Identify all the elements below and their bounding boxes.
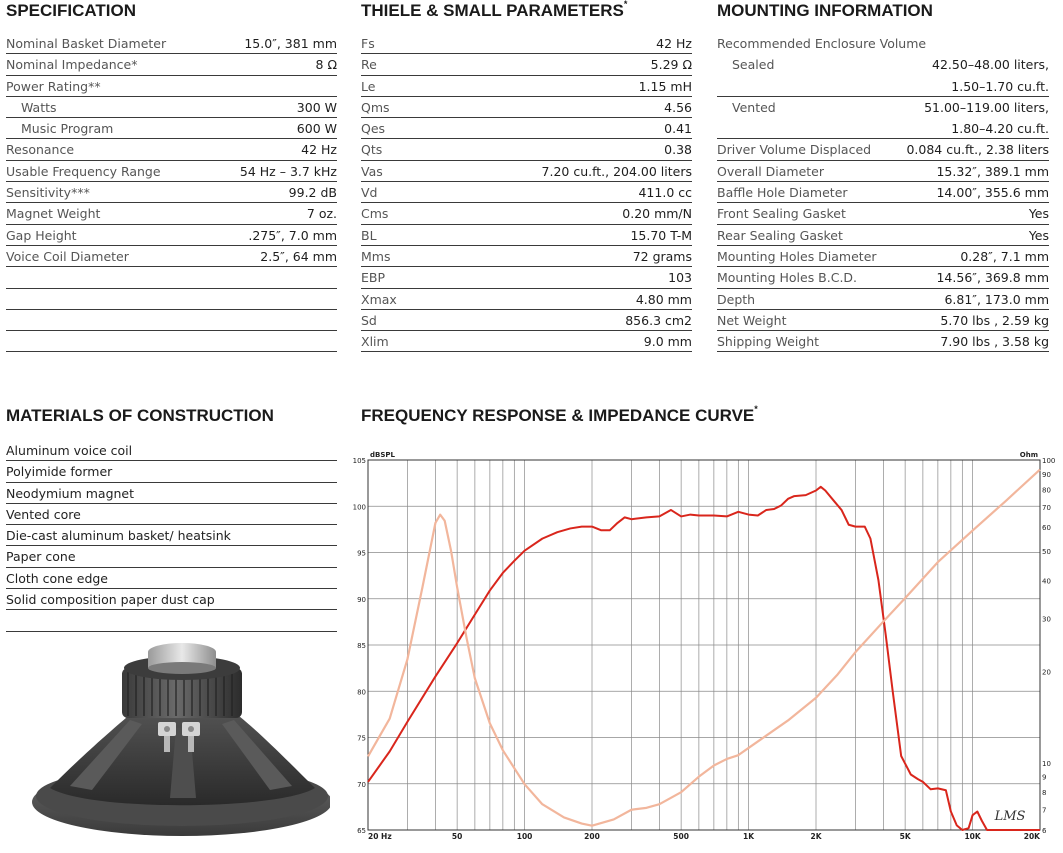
mounting-row — [717, 289, 1049, 310]
spec-row — [6, 33, 337, 54]
ts-label: Xmax — [361, 291, 397, 307]
mounting-label: Shipping Weight — [717, 334, 820, 350]
x-tick-label: 10K — [964, 832, 981, 841]
x-tick-label: 2K — [810, 832, 822, 841]
mounting-row — [717, 246, 1049, 267]
material-item — [6, 568, 337, 589]
spec-row — [6, 331, 337, 352]
spec-value: .275″, 7.0 mm — [248, 227, 337, 243]
material-label: Neodymium magnet — [6, 485, 135, 501]
x-tick-label: 200 — [584, 832, 600, 841]
material-item — [6, 461, 337, 482]
spec-row — [6, 76, 337, 97]
spec-row — [6, 182, 337, 203]
mounting-value: 7.90 lbs , 3.58 kg — [940, 334, 1049, 350]
thiele-small-table — [361, 33, 692, 352]
mounting-row — [717, 118, 1049, 139]
y2-tick-label: 90 — [1042, 470, 1051, 479]
ts-value: 856.3 cm2 — [625, 312, 692, 328]
mounting-label: Rear Sealing Gasket — [717, 227, 843, 243]
mounting-value: Yes — [1028, 227, 1049, 243]
mounting-value: 6.81″, 173.0 mm — [944, 291, 1049, 307]
spec-value: 600 W — [296, 121, 337, 137]
material-label: Solid composition paper dust cap — [6, 592, 215, 608]
spec-label: Power Rating** — [6, 78, 101, 94]
spec-row — [6, 97, 337, 118]
x-tick-label: 50 — [451, 832, 463, 841]
ts-label: Vd — [361, 185, 378, 201]
impedance-curve — [368, 470, 1040, 826]
spec-value: 15.0″, 381 mm — [244, 36, 337, 51]
mounting-row — [717, 310, 1049, 331]
ts-row — [361, 33, 692, 54]
mounting-label: Depth — [717, 291, 756, 307]
y2-tick-label: 8 — [1042, 789, 1047, 798]
y-tick-label: 65 — [357, 827, 366, 835]
y2-tick-label: 50 — [1042, 548, 1051, 557]
mounting-row — [717, 161, 1049, 182]
ts-row — [361, 54, 692, 75]
material-item — [6, 525, 337, 546]
ts-value: 42 Hz — [656, 36, 692, 51]
mounting-label: Driver Volume Displaced — [717, 142, 872, 158]
y-tick-label: 90 — [357, 595, 366, 604]
material-item — [6, 546, 337, 567]
ts-row — [361, 161, 692, 182]
y2-axis-label: Ohm — [1019, 451, 1038, 459]
ts-row — [361, 310, 692, 331]
y2-tick-label: 100 — [1042, 457, 1056, 465]
mounting-label: Sealed — [732, 57, 775, 73]
frequency-response-curve — [368, 487, 1040, 830]
ts-row — [361, 118, 692, 139]
material-item — [6, 504, 337, 525]
ts-value: 0.20 mm/N — [622, 206, 692, 222]
y2-tick-label: 7 — [1042, 806, 1047, 815]
mounting-row — [717, 33, 1049, 54]
mounting-value: 15.32″, 389.1 mm — [936, 163, 1049, 179]
spec-value: 7 oz. — [306, 206, 337, 222]
spec-label: Gap Height — [6, 227, 77, 243]
spec-label: Magnet Weight — [6, 206, 101, 222]
specification-table — [6, 33, 337, 352]
lms-signature: LMS — [994, 809, 1026, 824]
mounting-label: Mounting Holes B.C.D. — [717, 270, 858, 286]
spec-row — [6, 161, 337, 182]
ts-row — [361, 225, 692, 246]
curve-title: FREQUENCY RESPONSE & IMPEDANCE CURVE* — [361, 404, 758, 425]
x-tick-label: 20 Hz — [368, 832, 392, 841]
spec-row — [6, 139, 337, 160]
materials-title: MATERIALS OF CONSTRUCTION — [6, 406, 274, 425]
y2-tick-label: 6 — [1042, 827, 1047, 835]
spec-value: 54 Hz – 3.7 kHz — [239, 163, 337, 179]
x-tick-label: 5K — [899, 832, 911, 841]
y-tick-label: 105 — [352, 457, 366, 465]
y-tick-label: 75 — [357, 734, 366, 743]
material-label: Cloth cone edge — [6, 570, 109, 586]
mounting-table — [717, 33, 1049, 352]
spec-label: Resonance — [6, 142, 75, 158]
spec-label: Nominal Impedance* — [6, 57, 138, 73]
ts-value: 5.29 Ω — [650, 57, 692, 73]
x-tick-label: 100 — [516, 832, 533, 841]
material-item — [6, 440, 337, 461]
material-label: Aluminum voice coil — [6, 443, 133, 458]
y2-tick-label: 10 — [1042, 759, 1051, 768]
y-tick-label: 85 — [357, 642, 366, 650]
spec-row — [6, 310, 337, 331]
ts-label: Qms — [361, 99, 390, 115]
ts-label: Sd — [361, 312, 377, 328]
mounting-value: 0.084 cu.ft., 2.38 liters — [906, 142, 1049, 158]
x-tick-label: 500 — [673, 832, 689, 841]
mounting-row — [717, 139, 1049, 160]
y2-tick-label: 20 — [1042, 668, 1051, 677]
spec-row — [6, 225, 337, 246]
ts-value: 72 grams — [632, 248, 692, 264]
x-tick-label: 1K — [743, 832, 755, 841]
material-label: Die-cast aluminum basket/ heatsink — [6, 528, 231, 544]
y2-tick-label: 9 — [1042, 773, 1047, 782]
y2-tick-label: 60 — [1042, 524, 1051, 533]
mounting-value: 42.50–48.00 liters, — [932, 57, 1049, 73]
ts-value: 0.38 — [664, 142, 692, 158]
mounting-value: 1.80–4.20 cu.ft. — [951, 121, 1049, 137]
mounting-value: 14.56″, 369.8 mm — [936, 270, 1049, 286]
ts-value: 4.80 mm — [635, 291, 692, 307]
mounting-row — [717, 267, 1049, 288]
y2-tick-label: 40 — [1042, 577, 1051, 586]
ts-row — [361, 331, 692, 352]
ts-row — [361, 76, 692, 97]
spec-label: Watts — [21, 99, 57, 115]
ts-row — [361, 246, 692, 267]
mounting-label: Mounting Holes Diameter — [717, 248, 877, 264]
spec-row — [6, 54, 337, 75]
frequency-impedance-chart — [350, 446, 1060, 848]
mounting-value: 51.00–119.00 liters, — [924, 99, 1049, 115]
mounting-row — [717, 203, 1049, 224]
x-tick-label: 20K — [1023, 832, 1040, 841]
ts-row — [361, 182, 692, 203]
ts-label: Mms — [361, 248, 391, 264]
mounting-row — [717, 97, 1049, 118]
y-tick-label: 70 — [357, 780, 366, 789]
mounting-value: 14.00″, 355.6 mm — [936, 185, 1049, 201]
spec-label: Voice Coil Diameter — [6, 248, 129, 264]
mounting-value: 1.50–1.70 cu.ft. — [951, 78, 1049, 94]
material-label: Paper cone — [6, 549, 76, 565]
ts-value: 7.20 cu.ft., 204.00 liters — [541, 163, 692, 179]
ts-row — [361, 97, 692, 118]
mounting-label: Front Sealing Gasket — [717, 206, 846, 222]
mounting-label: Overall Diameter — [717, 163, 825, 179]
ts-value: 103 — [668, 270, 692, 286]
spec-value: 99.2 dB — [288, 185, 337, 201]
spec-row — [6, 289, 337, 310]
mounting-row — [717, 331, 1049, 352]
spec-label: Usable Frequency Range — [6, 163, 161, 179]
spec-value: 8 Ω — [315, 57, 337, 73]
specification-title: SPECIFICATION — [6, 1, 137, 20]
ts-label: EBP — [361, 270, 386, 286]
mounting-value: 0.28″, 7.1 mm — [960, 248, 1049, 264]
spec-row — [6, 203, 337, 224]
spec-row — [6, 246, 337, 267]
spec-value: 300 W — [296, 99, 337, 115]
ts-row — [361, 139, 692, 160]
ts-label: Fs — [361, 36, 375, 51]
mounting-value: Yes — [1028, 206, 1049, 222]
y-tick-label: 100 — [352, 503, 366, 512]
speaker-driver-illustration — [30, 628, 330, 843]
mounting-row — [717, 76, 1049, 97]
ts-value: 0.41 — [664, 121, 692, 137]
mounting-row — [717, 182, 1049, 203]
mounting-row — [717, 225, 1049, 246]
mounting-row — [717, 54, 1049, 75]
y2-tick-label: 70 — [1042, 503, 1051, 512]
mounting-label: Baffle Hole Diameter — [717, 185, 848, 201]
ts-value: 1.15 mH — [638, 78, 692, 94]
ts-label: Qes — [361, 121, 386, 137]
ts-row — [361, 267, 692, 288]
spec-value: 2.5″, 64 mm — [260, 248, 337, 264]
spec-label: Music Program — [21, 121, 114, 137]
material-item — [6, 483, 337, 504]
ts-label: Re — [361, 57, 377, 73]
ts-value: 411.0 cc — [638, 185, 692, 201]
ts-label: Cms — [361, 206, 389, 222]
spec-value: 42 Hz — [301, 142, 337, 158]
spec-row — [6, 267, 337, 288]
thiele-small-title: THIELE & SMALL PARAMETERS* — [361, 0, 628, 20]
y2-tick-label: 80 — [1042, 486, 1051, 495]
spec-label: Sensitivity*** — [6, 185, 90, 201]
materials-list — [6, 440, 337, 632]
ts-label: Xlim — [361, 334, 389, 350]
y-tick-label: 80 — [357, 688, 366, 697]
ts-value: 9.0 mm — [643, 334, 692, 350]
y-tick-label: 95 — [357, 549, 366, 558]
mounting-label: Vented — [732, 99, 776, 115]
mounting-label: Net Weight — [717, 312, 787, 328]
ts-row — [361, 203, 692, 224]
ts-value: 15.70 T-M — [630, 227, 692, 243]
material-label: Vented core — [6, 506, 81, 522]
mounting-title: MOUNTING INFORMATION — [717, 1, 933, 20]
ts-label: Vas — [361, 163, 383, 179]
material-label: Polyimide former — [6, 464, 113, 480]
ts-row — [361, 289, 692, 310]
material-item — [6, 589, 337, 610]
ts-value: 4.56 — [664, 99, 692, 115]
spec-row — [6, 118, 337, 139]
y-axis-label: dBSPL — [370, 451, 395, 459]
ts-label: BL — [361, 227, 377, 243]
mounting-label: Recommended Enclosure Volume — [717, 36, 927, 51]
ts-label: Le — [361, 78, 376, 94]
y2-tick-label: 30 — [1042, 615, 1051, 624]
ts-label: Qts — [361, 142, 383, 158]
spec-label: Nominal Basket Diameter — [6, 36, 167, 51]
mounting-value: 5.70 lbs , 2.59 kg — [940, 312, 1049, 328]
